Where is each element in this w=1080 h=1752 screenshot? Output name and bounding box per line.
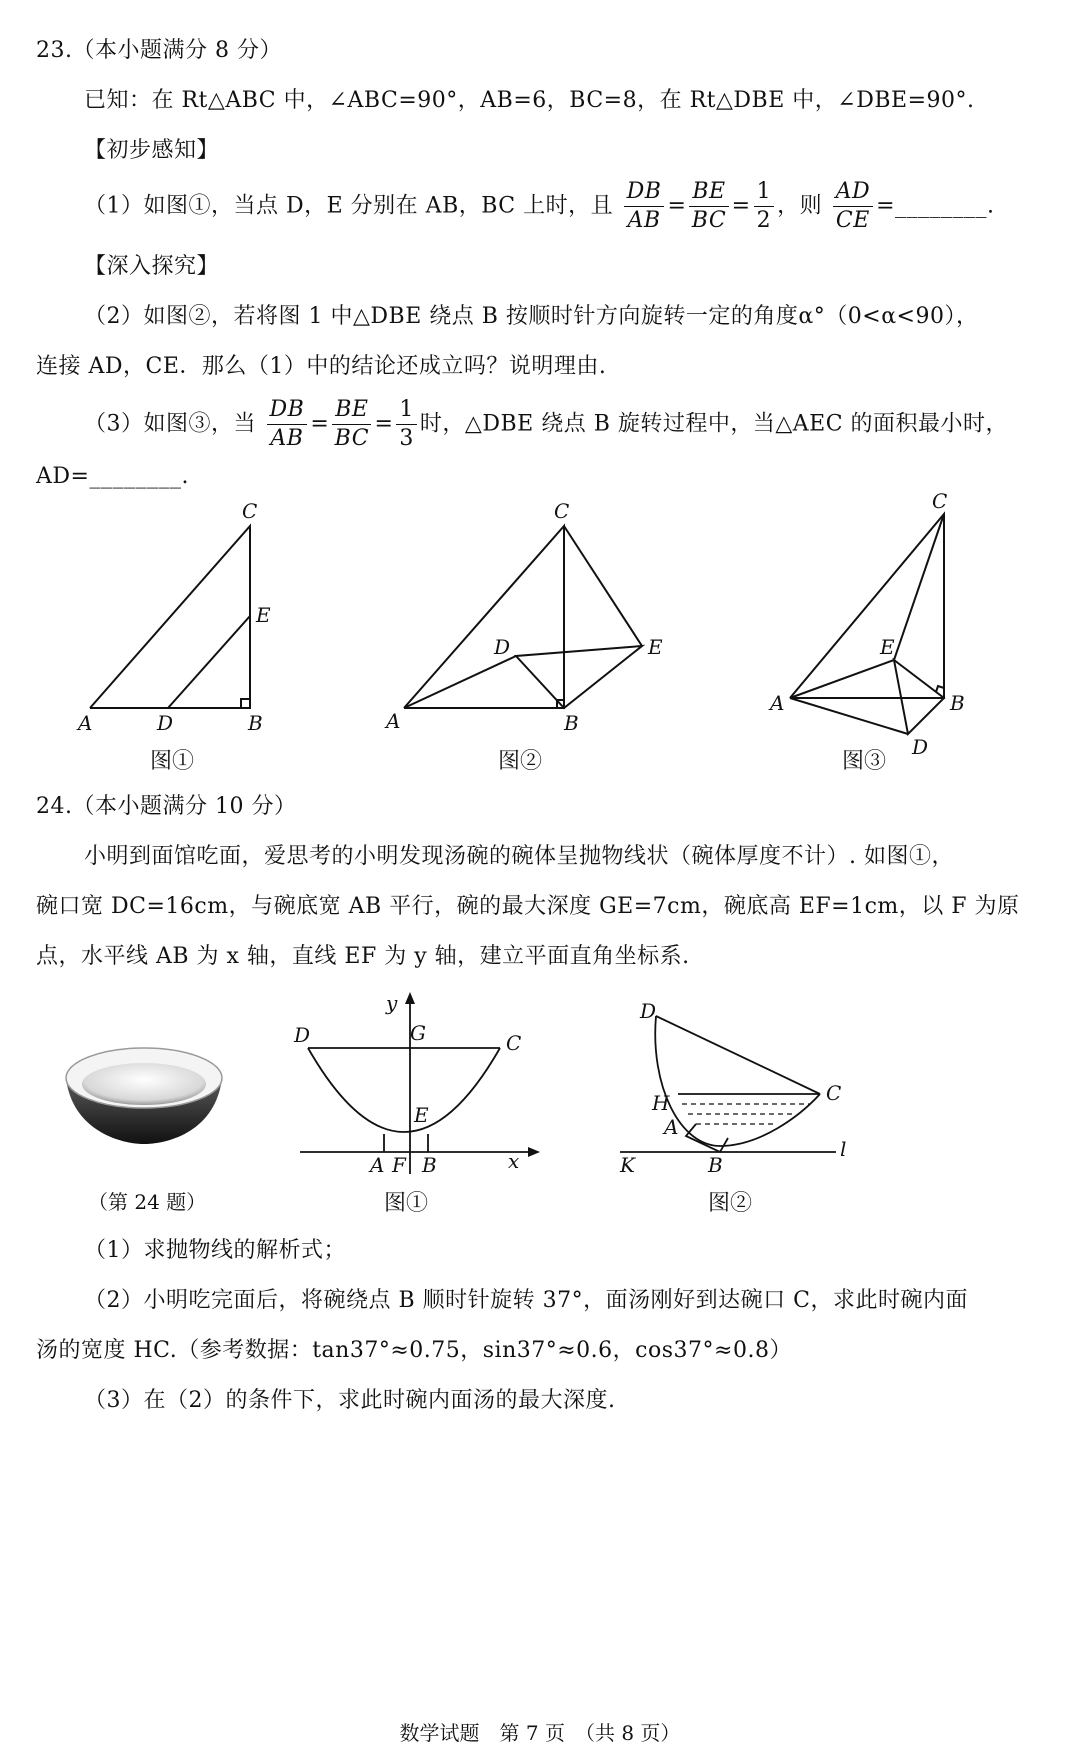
frac-one-three [396,396,417,453]
q23-figure-3 [760,489,980,760]
label-l: l [840,1137,847,1161]
right-angle-mark [241,699,250,708]
q23-part1-mid: ，则 [777,193,823,219]
frac-num: BE [689,178,728,207]
label-h: H [652,1091,670,1115]
label-a: A [78,711,93,735]
q24-figure-2 [610,996,870,1186]
label-c: C [242,499,258,523]
q23-section-explore: 【深入探究】 [84,254,220,279]
label-a: A [770,691,785,715]
bowl-foot [686,1124,728,1152]
frac-num: DB [624,178,665,207]
q24-intro-line3: 点，水平线 AB 为 x 轴，直线 EF 为 y 轴，建立平面直角坐标系. [36,944,690,969]
frac-den: 2 [756,208,772,233]
label-y: y [386,991,398,1015]
label-g: G [410,1021,426,1045]
q23-section-initial: 【初步感知】 [84,138,220,163]
q23-part1-prefix: （1）如图①，当点 D，E 分别在 AB，BC 上时，且 [84,193,614,219]
label-c: C [932,489,948,513]
frac-be-bc [689,178,728,235]
label-c: C [506,1031,522,1055]
segment-ce [894,514,944,660]
q24-intro-line1: 小明到面馆吃面，爱思考的小明发现汤碗的碗体呈抛物线状（碗体厚度不计）. 如图①， [84,844,954,869]
label-d: D [640,999,657,1023]
q24-fig2-caption: 图② [708,1191,753,1216]
frac-db-ab [267,396,308,453]
q24-part1: （1）求抛物线的解析式； [84,1238,346,1263]
label-e: E [880,635,895,659]
frac-num: BE [332,396,371,425]
label-k: K [620,1153,635,1177]
q23-part3-suffix: 时，△DBE 绕点 B 旋转过程中，当△AEC 的面积最小时， [419,411,1009,437]
label-c: C [554,499,570,523]
q23-part1: （1）如图①，当点 D，E 分别在 AB，BC 上时，且 $\frac{DB}{AB}$ = $\frac{BE}{BC}$ = $\frac{1}{2}$ ，则 $\frac{AD}{CE}$ =________. [84,179,995,233]
label-b: B [248,711,263,735]
q23-header: 23.（本小题满分 8 分） [36,38,282,63]
frac-num: AD [833,178,874,207]
q24-photo-caption: （第 24 题） [88,1190,207,1214]
triangle-dbe [516,646,642,708]
q24-part3: （3）在（2）的条件下，求此时碗内面汤的最大深度. [84,1388,616,1413]
frac-num: DB [267,396,308,425]
x-axis-arrow [528,1147,540,1157]
segment-ad [404,656,516,708]
label-c: C [826,1081,842,1105]
q24-intro-line2: 碗口宽 DC=16cm，与碗底宽 AB 平行，碗的最大深度 GE=7cm，碗底高 EF=1cm，以 F 为原 [36,894,1020,919]
segment-de [168,616,250,708]
q23-part3: （3）如图③，当 $\frac{DB}{AB}$ = $\frac{BE}{BC}$ = $\frac{1}{3}$ 时，△DBE 绕点 B 旋转过程中，当△AEC 的面积最小时， [84,397,1009,451]
frac-den: AB [270,426,304,451]
label-d: D [494,635,511,659]
parabola [308,1048,500,1132]
label-e: E [648,635,663,659]
q23-part1-answer-blank: =________. [876,193,995,219]
frac-num: 1 [754,178,775,207]
q24-part2-line2: 汤的宽度 HC.（参考数据：tan37°≈0.75，sin37°≈0.6，cos37°≈0.8） [36,1338,792,1363]
q23-part3-prefix: （3）如图③，当 [84,411,256,437]
frac-num: 1 [396,396,417,425]
frac-den: 3 [399,426,414,451]
label-d: D [157,711,174,735]
rim-dc [656,1016,820,1094]
label-a: A [386,709,401,733]
frac-be-bc [332,396,371,453]
frac-one-two [754,178,775,235]
frac-den: BC [691,208,727,233]
frac-den: AB [627,208,661,233]
q23-part2-line2: 连接 AD，CE．那么（1）中的结论还成立吗？说明理由. [36,354,607,379]
page-footer: 数学试题 第 7 页 （共 8 页） [399,1721,681,1745]
label-e: E [414,1103,429,1127]
frac-ad-ce [833,178,874,235]
q23-fig2-caption: 图② [498,749,543,774]
q24-fig1-caption: 图① [384,1191,429,1216]
label-x: x [508,1149,520,1173]
label-a: A [370,1153,385,1177]
frac-db-ab [624,178,665,235]
q23-figure-2 [380,500,680,760]
label-b: B [422,1153,437,1177]
bowl-photo [60,1040,230,1150]
label-d: D [294,1023,311,1047]
label-e: E [256,603,271,627]
label-d: D [912,735,929,759]
q23-figure-1 [60,500,280,760]
q23-given: 已知：在 Rt△ABC 中，∠ABC=90°，AB=6，BC=8，在 Rt△DBE 中，∠DBE=90°. [84,88,975,113]
q24-part2-line1: （2）小明吃完面后，将碗绕点 B 顺时针旋转 37°，面汤刚好到达碗口 C，求此时碗内面 [84,1288,968,1313]
q23-part3-answer: AD=________. [36,464,189,489]
rotated-parabola [655,1016,820,1146]
q23-fig3-caption: 图③ [842,749,887,774]
label-b: B [708,1153,723,1177]
y-axis-arrow [405,992,415,1004]
segment-ad [790,698,908,734]
q24-header: 24.（本小题满分 10 分） [36,794,297,819]
label-b: B [564,711,579,735]
q23-part2-line1: （2）如图②，若将图 1 中△DBE 绕点 B 按顺时针方向旋转一定的角度α°（0<α<90）， [84,304,979,329]
label-a: A [664,1115,679,1139]
label-b: B [950,691,965,715]
segment-ce [564,526,642,646]
frac-den: BC [334,426,370,451]
label-f: F [392,1153,406,1177]
triangle-abc [90,526,250,708]
q24-figure-1 [294,990,540,1180]
q23-fig1-caption: 图① [150,749,195,774]
right-angle-mark [936,686,944,692]
frac-den: CE [835,208,870,233]
